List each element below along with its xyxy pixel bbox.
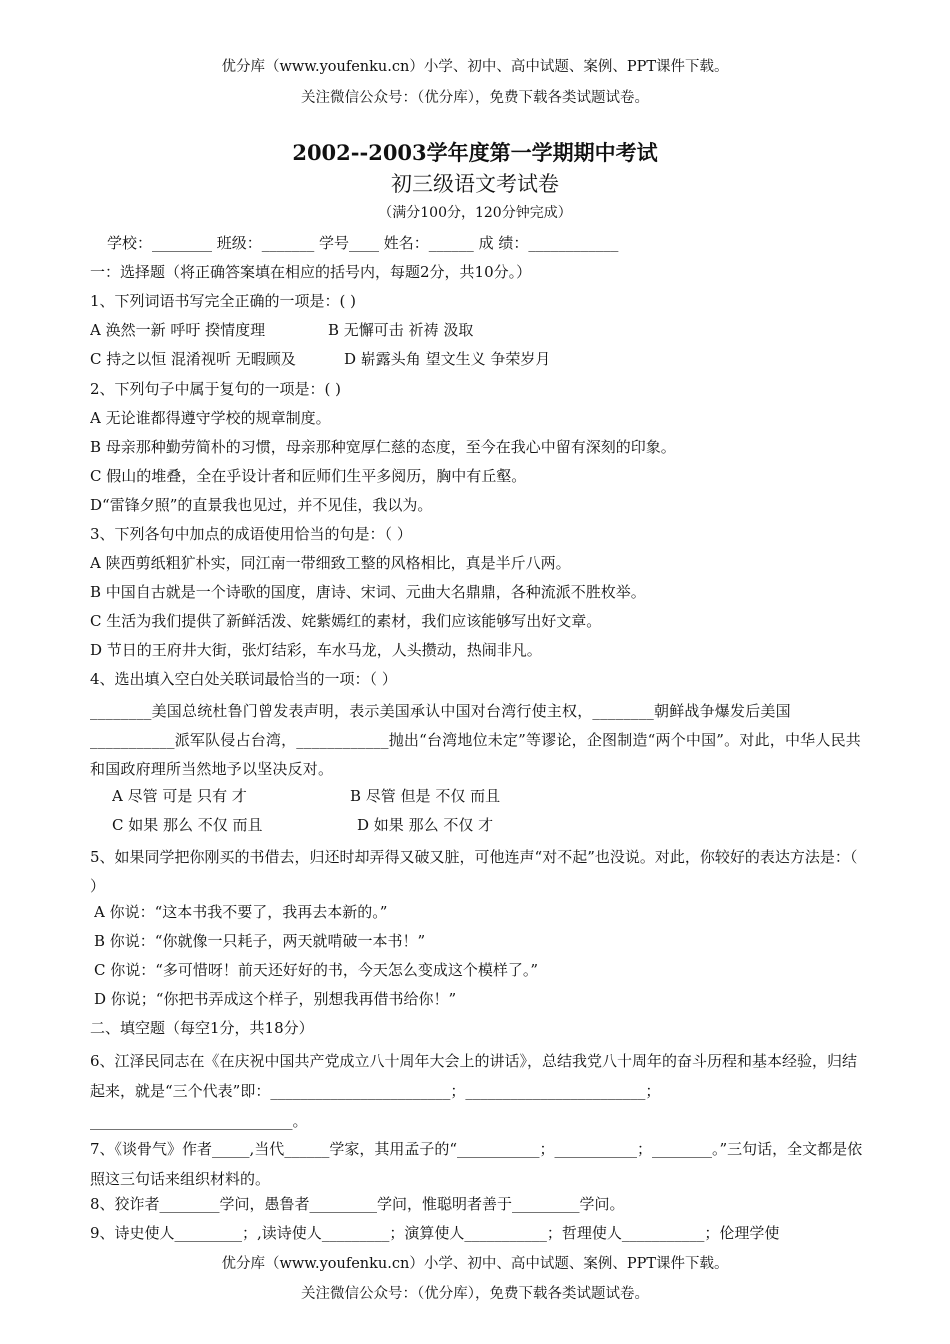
section2-heading: 二、填空题（每空1分，共18分） (90, 1019, 314, 1037)
q4-stem: 4、选出填入空白处关联词最恰当的一项：（ ） (90, 670, 397, 688)
q4-options-row-1 (112, 785, 887, 806)
q1-option-a: A 涣然一新 呼吁 揆情度理 (90, 321, 266, 339)
q4-option-d: D 如果 那么 不仅 才 (357, 816, 494, 834)
exam-subtitle: 初三级语文考试卷 (391, 172, 559, 196)
q4-option-b: B 尽管 但是 不仅 而且 (350, 787, 501, 805)
q2-option-a: A 无论谁都得遵守学校的规章制度。 (90, 409, 331, 427)
q6-text: 6、江泽民同志在《在庆祝中国共产党成立八十周年大会上的讲话》，总结我党八十周年的奋斗历程和基本经验，归结起来，就是“三个代表”即：________________________；________________________；___________________________。 (90, 1052, 858, 1130)
q5-stem: 5、如果同学把你刚买的书借去，归还时却弄得又破又脏，可他连声“对不起”也没说。对此，你较好的表达方法是：（ ） (90, 848, 858, 895)
q2-option-c: C 假山的堆叠，全在乎设计者和匠师们生平多阅历，胸中有丘壑。 (90, 467, 527, 485)
q5-option-a: A 你说：“这本书我不要了，我再去本新的。” (94, 903, 388, 921)
q3-option-a: A 陕西剪纸粗犷朴实，同江南一带细致工整的风格相比，真是半斤八两。 (90, 554, 571, 572)
q3-stem: 3、下列各句中加点的成语使用恰当的句是：（ ） (90, 525, 412, 543)
q3-option-b: B 中国自古就是一个诗歌的国度，唐诗、宋词、元曲大名鼎鼎，各种流派不胜枚举。 (90, 583, 646, 601)
footer-line-1: 优分库（www.youfenku.cn）小学、初中、高中试题、案例、PPT课件下载。 (221, 1256, 729, 1272)
q1-option-d: D 崭露头角 望文生义 争荣岁月 (344, 350, 551, 368)
exam-title: 2002--2003学年度第一学期期中考试 (292, 140, 658, 165)
q1-options-row-2 (90, 348, 865, 369)
q3-option-c: C 生活为我们提供了新鲜活泼、姹紫嫣红的素材，我们应该能够写出好文章。 (90, 612, 602, 630)
exam-note: （满分100分，120分钟完成） (378, 205, 572, 221)
q2-option-d: D“雷锋夕照”的直景我也见过，并不见佳，我以为。 (90, 496, 433, 514)
q4-options-row-2 (112, 814, 887, 835)
q3-option-d: D 节日的王府井大街，张灯结彩，车水马龙，人头攒动，热闹非凡。 (90, 641, 542, 659)
footer-line-2: 关注微信公众号：（优分库），免费下载各类试题试卷。 (301, 1286, 649, 1302)
header-line-1: 优分库（www.youfenku.cn）小学、初中、高中试题、案例、PPT课件下载。 (221, 59, 729, 75)
q1-options-row-1 (90, 319, 865, 340)
q4-option-c: C 如果 那么 不仅 而且 (112, 816, 263, 834)
q1-option-c: C 持之以恒 混淆视听 无暇顾及 (90, 350, 296, 368)
q4-option-a: A 尽管 可是 只有 才 (112, 787, 247, 805)
q9-text: 9、诗史使人_________；,读诗使人_________；演算使人___________；哲理使人___________；伦理学使 (90, 1224, 780, 1242)
q5-option-d: D 你说；“你把书弄成这个样子，别想我再借书给你！” (94, 990, 457, 1008)
section1-heading: 一：选择题（将正确答案填在相应的括号内，每题2分，共10分。） (90, 263, 532, 281)
q7-text: 7、《谈骨气》作者_____,当代______学家，其用孟子的“___________；___________；________。”三句话，全文都是依照这三句话来组织材料的。 (90, 1140, 863, 1188)
q8-text: 8、狡诈者________学问，愚鲁者_________学问，惟聪明者善于_________学问。 (90, 1195, 625, 1213)
student-info-line: 学校：________ 班级：_______ 学号____ 姓名：______ 成 绩：____________ (107, 234, 619, 252)
q5-option-c: C 你说：“多可惜呀！前天还好好的书，今天怎么变成这个模样了。” (94, 961, 539, 979)
q2-stem: 2、下列句子中属于复句的一项是：( ) (90, 380, 342, 398)
q1-option-b: B 无懈可击 祈祷 汲取 (328, 321, 474, 339)
q5-option-b: B 你说：“你就像一只耗子，两天就啃破一本书！” (94, 932, 426, 950)
header-line-2: 关注微信公众号：（优分库），免费下载各类试题试卷。 (301, 90, 649, 106)
q4-passage: ________美国总统杜鲁门曾发表声明，表示美国承认中国对台湾行使主权，________朝鲜战争爆发后美国___________派军队侵占台湾，____________抛出“台湾地位未定”等谬论，企图制造“两个中国”。对此，中华人民共和国政府理所当然地予以坚决反对。 (90, 702, 861, 778)
q2-option-b: B 母亲那种勤劳简朴的习惯，母亲那种宽厚仁慈的态度，至今在我心中留有深刻的印象。 (90, 438, 676, 456)
q1-stem: 1、下列词语书写完全正确的一项是：( ) (90, 292, 357, 310)
